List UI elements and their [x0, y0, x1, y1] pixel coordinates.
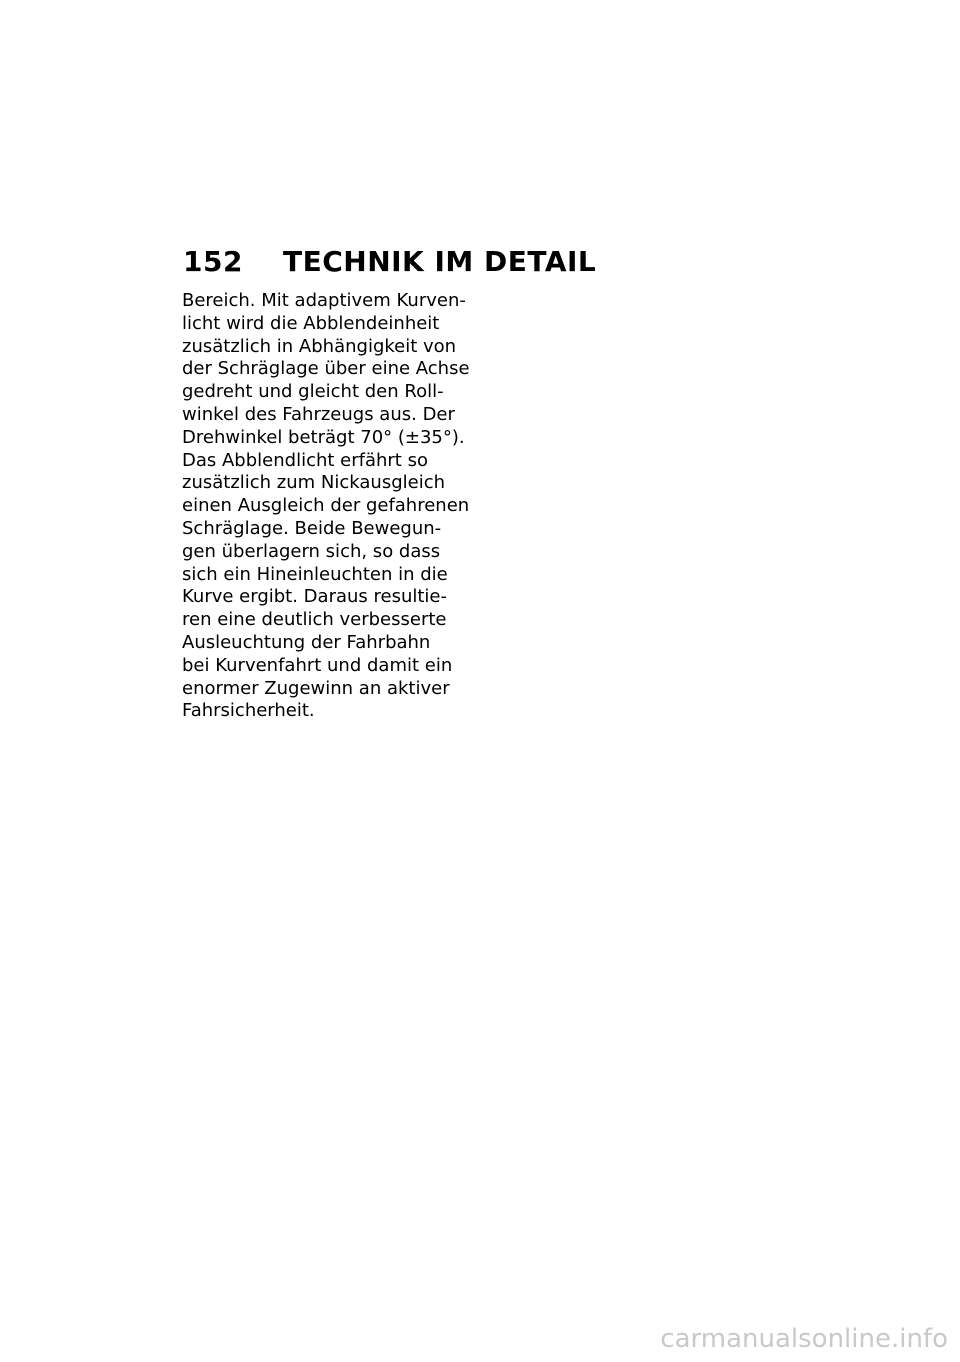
- text-line: Schräglage. Beide Bewegun-: [182, 517, 442, 539]
- watermark: carmanualsonline.info: [660, 1324, 948, 1354]
- text-line: sich ein Hineinleuchten in die: [182, 563, 448, 585]
- text-line: gen überlagern sich, so dass: [182, 540, 441, 562]
- page-number: 152: [183, 244, 243, 278]
- text-line: einen Ausgleich der gefahrenen: [182, 495, 470, 517]
- text-line: zusätzlich zum Nickausgleich: [182, 472, 446, 494]
- section-title: TECHNIK IM DETAIL: [283, 244, 597, 278]
- text-line: Bereich. Mit adaptivem Kurven-: [182, 290, 466, 311]
- text-line: gedreht und gleicht den Roll-: [182, 381, 444, 403]
- text-line: Das Abblendlicht erfährt so: [182, 449, 428, 471]
- text-line: licht wird die Abblendeinheit: [182, 312, 440, 334]
- text-line: Ausleuchtung der Fahrbahn: [182, 631, 431, 653]
- text-line: zusätzlich in Abhängigkeit von: [182, 335, 457, 357]
- page-header: [183, 243, 596, 279]
- text-line: Drehwinkel beträgt 70° (±35°).: [182, 426, 465, 448]
- body-paragraph: [182, 290, 482, 723]
- text-line: enormer Zugewinn an aktiver: [182, 677, 450, 699]
- text-line: Kurve ergibt. Daraus resultie-: [182, 586, 447, 608]
- text-line: winkel des Fahrzeugs aus. Der: [182, 403, 455, 425]
- text-line: bei Kurvenfahrt und damit ein: [182, 654, 453, 676]
- text-line: ren eine deutlich verbesserte: [182, 609, 447, 631]
- text-line: Fahrsicherheit.: [182, 700, 315, 722]
- text-line: der Schräglage über eine Achse: [182, 358, 470, 380]
